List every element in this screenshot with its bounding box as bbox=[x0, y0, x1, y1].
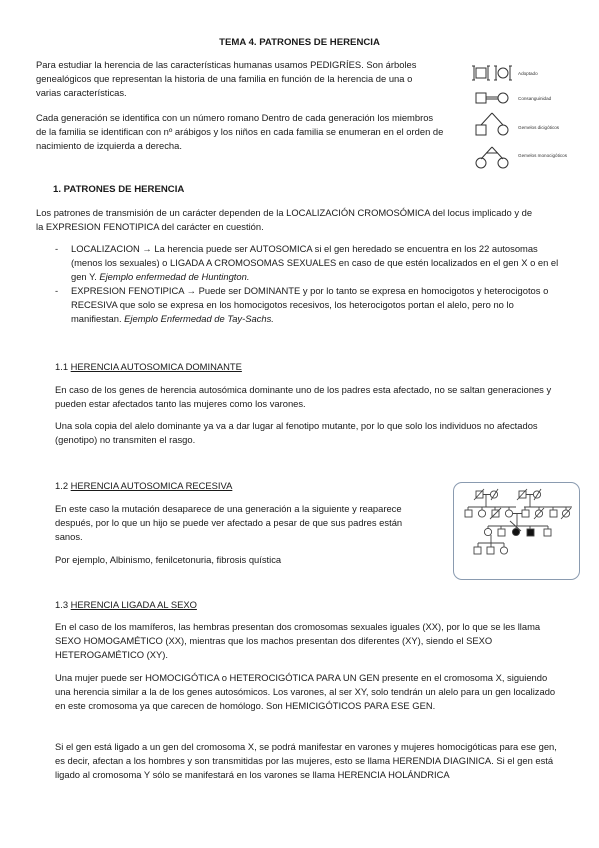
intro-paragraph-1: Para estudiar la herencia de las características humanas usamos PEDIGRÍES. Son árboles genealógicos que representan la historia de una familia en función de la herencia de una o varias características. bbox=[36, 59, 417, 98]
pedigree-generation-1 bbox=[468, 489, 572, 507]
bullet-localizacion bbox=[55, 242, 563, 284]
recessive-pedigree-figure bbox=[453, 482, 580, 580]
pedigree-generation-3 bbox=[478, 521, 551, 543]
bullet-dash: - bbox=[55, 243, 59, 254]
section-1-3-paragraph-3: Si el gen está ligado a un gen del cromosoma X, se podrá manifestar en varones y mujeres homocigóticas para ese gen, es decir, afectan a los hombres y son transmitidas por las mujeres, esto se llama HERENDIA DIAGINICA. Si el gen está ligado al cromosoma Y sólo se manifestará en los varones se llama HERENCIA HOLÁNDRICA bbox=[55, 741, 557, 780]
bullet-localizacion-text: LOCALIZACION → La herencia puede ser AUTOSOMICA si el gen heredado se encuentra en los 22 autosomas (menos los sexuales) o LIGADA A CROMOSOMAS SEXUALES en caso de que estén localizados en el gen X o en el gen Y. bbox=[71, 243, 559, 282]
pedigree-symbol-legend bbox=[470, 63, 585, 173]
pedigree-generation-2 bbox=[465, 507, 571, 526]
section-1-intro: Los patrones de transmisión de un carácter dependen de la LOCALIZACIÓN CROMOSÓMICA del locus implicado y de la EXPRESION FENOTIPICA del carácter en cuestión. bbox=[36, 207, 533, 232]
consanguinity-symbol bbox=[476, 93, 508, 103]
bullet-expresion-text: EXPRESION FENOTIPICA → Puede ser DOMINANTE y por lo tanto se expresa en homocigotos y heterocigotos o RECESIVA que solo se expresa en los homocigotos recesivos, los heterocigotos portan el alelo, pero no lo manifiestan. bbox=[71, 285, 549, 324]
section-1-1-heading bbox=[55, 361, 242, 372]
recessive-pedigree-svg bbox=[454, 483, 579, 579]
section-1-2-paragraph-2: Por ejemplo, Albinismo, fenilcetonuria, fibrosis quística bbox=[55, 554, 282, 565]
adopted-symbol bbox=[472, 66, 512, 80]
section-1-1-number: 1.1 bbox=[55, 361, 69, 372]
bullet-localizacion-example: Ejemplo enfermedad de Huntington. bbox=[99, 271, 250, 282]
intro-paragraph-2: Cada generación se identifica con un número romano Dentro de cada generación los miembros de la familia se identifican con nº arábigos y los niños en cada familia se enumeran en el orden de nacimiento de izquierda a derecha. bbox=[36, 112, 444, 151]
section-1-3-paragraph-1: En el caso de los mamíferos, las hembras presentan dos cromosomas sexuales iguales (XX), por lo que se les llama SEXO HOMOGAMÉTICO (XX), mientras que los machos presentan dos diferentes (XY), siendo el SEXO HETEROGAMÉTICO (XY). bbox=[55, 621, 541, 660]
section-1-1-paragraph-1: En caso de los genes de herencia autosómica dominante uno de los padres esta afectado, no se saltan generaciones y pueden estar afectados tanto las mujeres como los varones. bbox=[55, 384, 552, 409]
bullet-expresion bbox=[55, 284, 563, 326]
bullet-expresion-example: Ejemplo Enfermedad de Tay-Sachs. bbox=[124, 313, 274, 324]
monozygotic-twins-symbol bbox=[476, 147, 508, 168]
pedigree-generation-4 bbox=[474, 543, 508, 554]
section-1-3-paragraph-2: Una mujer puede ser HOMOCIGÓTICA o HETEROCIGÓTICA PARA UN GEN presente en el cromosoma X, siguiendo una herencia similar a la de los genes autosómicos. Los varones, al ser XY, solo tendrán un alelo para un gen localizado en este cromosoma ya que carecen de homólogo. Son HEMICIGÓTICOS PARA ESE GEN. bbox=[55, 672, 556, 711]
legend-label-dizygotic: Gemelos dicigóticos bbox=[518, 125, 560, 130]
legend-label-monozygotic: Gemelos monocigóticos bbox=[518, 153, 568, 158]
section-1-1-title: HERENCIA AUTOSOMICA DOMINANTE bbox=[70, 361, 242, 372]
section-1-2-number: 1.2 bbox=[55, 480, 69, 491]
section-1-3-number: 1.3 bbox=[55, 599, 69, 610]
document-title: TEMA 4. PATRONES DE HERENCIA bbox=[219, 37, 380, 48]
section-1-3-heading bbox=[55, 599, 197, 610]
section-1-2-heading bbox=[55, 480, 232, 491]
legend-label-adopted: Adoptado bbox=[518, 71, 538, 76]
section-1-2-paragraph-1: En este caso la mutación desaparece de una generación a la siguiente y reaparece después, por lo que un hijo se puede ver afectado a pesar de que sus padres están sanos. bbox=[55, 503, 403, 542]
dizygotic-twins-symbol bbox=[476, 113, 508, 135]
bullet-dash: - bbox=[55, 285, 59, 296]
section-1-1-paragraph-2: Una sola copia del alelo dominante ya va a dar lugar al fenotipo mutante, por lo que solo los individuos no afectados (genotipo) no transmiten el rasgo. bbox=[55, 420, 538, 445]
legend-label-consanguinity: Consanguinidad bbox=[518, 96, 552, 101]
section-1-bullet-list bbox=[55, 242, 563, 326]
section-1-3-title: HERENCIA LIGADA AL SEXO bbox=[70, 599, 197, 610]
section-1-2-title: HERENCIA AUTOSOMICA RECESIVA bbox=[70, 480, 233, 491]
section-1-heading: 1. PATRONES DE HERENCIA bbox=[53, 184, 185, 195]
